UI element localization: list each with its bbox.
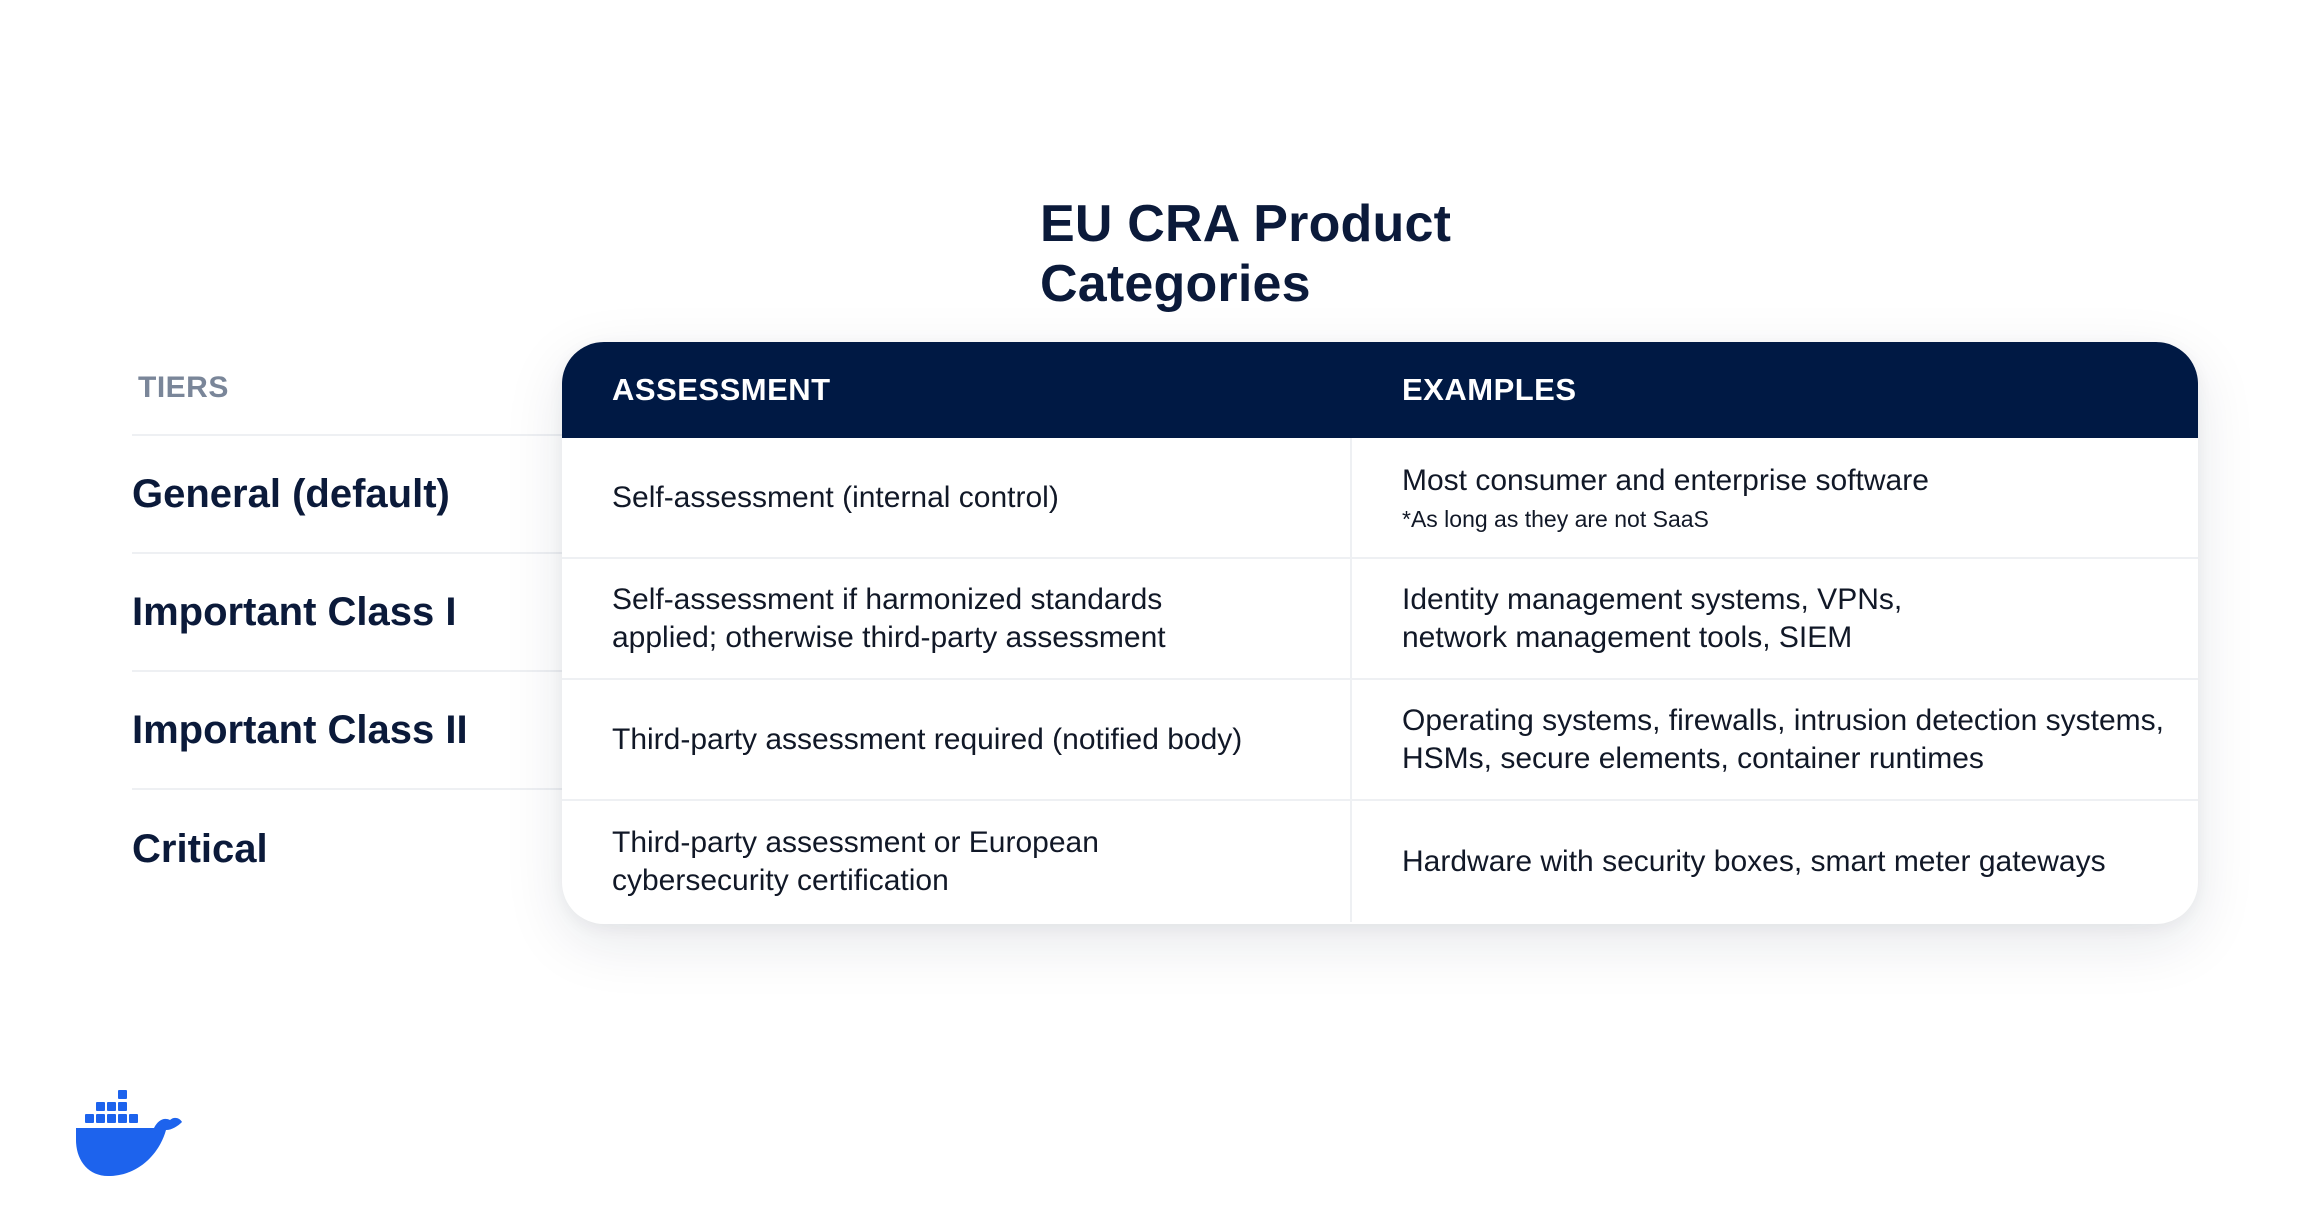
assessment-cell bbox=[562, 680, 1352, 799]
categories-table bbox=[562, 342, 2198, 924]
tier-general: General (default) bbox=[132, 436, 562, 554]
assessment-text: Self-assessment (internal control) bbox=[612, 480, 1059, 514]
assessment-cell bbox=[562, 559, 1352, 678]
docker-whale-icon bbox=[74, 1090, 186, 1180]
table-row bbox=[562, 801, 2198, 922]
examples-cell bbox=[1352, 680, 2198, 799]
tier-important-class-2: Important Class II bbox=[132, 672, 562, 790]
assessment-cell bbox=[562, 801, 1352, 922]
examples-text: Identity management systems, VPNs, network management tools, SIEM bbox=[1402, 582, 1903, 654]
table-row bbox=[562, 680, 2198, 801]
assessment-column-header: ASSESSMENT bbox=[612, 372, 831, 407]
assessment-text: Third-party assessment or European cybersecurity certification bbox=[612, 825, 1099, 897]
assessment-text: Self-assessment if harmonized standards applied; otherwise third-party assessment bbox=[612, 582, 1166, 654]
examples-text: Operating systems, firewalls, intrusion detection systems, HSMs, secure elements, container runtimes bbox=[1402, 703, 2164, 775]
tier-critical: Critical bbox=[132, 826, 268, 871]
page-title: EU CRA Product Categories bbox=[1040, 195, 1452, 313]
table-row bbox=[562, 559, 2198, 680]
assessment-cell bbox=[562, 438, 1352, 557]
examples-cell bbox=[1352, 559, 2198, 678]
examples-text: Hardware with security boxes, smart meter gateways bbox=[1402, 844, 2106, 878]
examples-cell bbox=[1352, 438, 2198, 557]
examples-text: Most consumer and enterprise software bbox=[1402, 463, 1929, 497]
tier-important-class-1: Important Class I bbox=[132, 554, 562, 672]
examples-column-header: EXAMPLES bbox=[1402, 372, 1577, 407]
assessment-text: Third-party assessment required (notified body) bbox=[612, 722, 1243, 756]
table-row bbox=[562, 438, 2198, 559]
examples-cell bbox=[1352, 801, 2198, 922]
tiers-column bbox=[132, 342, 562, 908]
tiers-header: TIERS bbox=[132, 342, 562, 436]
examples-note: *As long as they are not SaaS bbox=[1402, 505, 1709, 532]
table-header bbox=[562, 342, 2198, 438]
